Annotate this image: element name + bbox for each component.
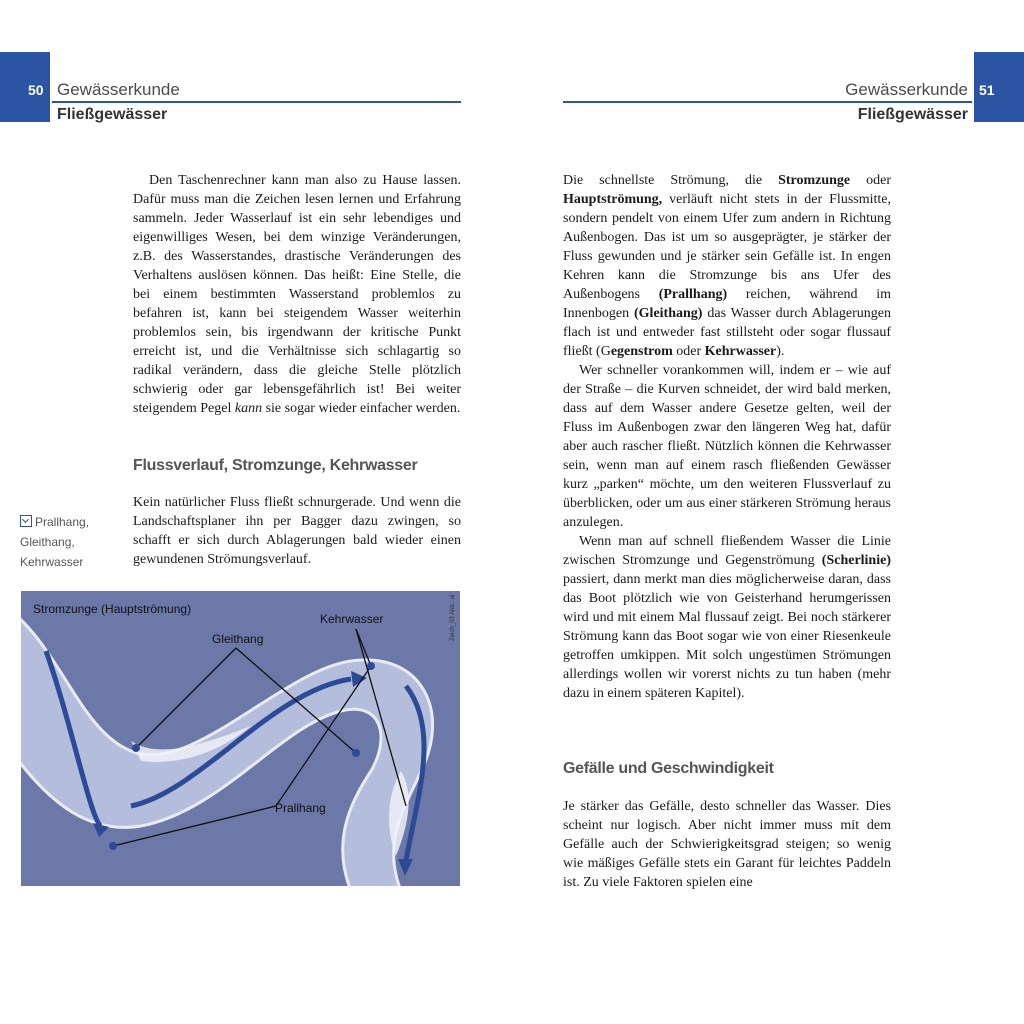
page-number-tab-left (0, 52, 50, 122)
paragraph: Wer schneller vorankommen will, indem er – wie auf der Straße – die Kurven schneidet, der wird bald merken, dass auf dem Wasser andere Gesetze gelten, weil der Fluss im Außenbogen zwar den längeren Weg hat, dafür aber auch rascher fließt. Nützlich können die Kehrwasser sein, wenn man auf einem rasch fließenden Gewässer kurz „parken“ möchte, um den weiteren Flussverlauf zu überblicken, oder um aus einer stärkeren Strömung heraus anzulegen. (563, 363, 891, 530)
text-run: passiert, dann merkt man dies möglicherweise daran, dass das Boot plötzlich wie von Geisterhand herumgerissen wird und mit einem Mal flussauf zeigt. Bei noch stärkerer Strömung kann das Boot sogar wie von einer Riesenkeule getroffen umkippen. Mit solch ungestümen Strömungen allerdings wollen wir vorerst nichts zu tun haben (mehr dazu in einem späteren Kapitel). (563, 572, 891, 701)
text-run: reichen, während im Innenbogen (563, 287, 891, 321)
bold-term: Stromzunge (778, 173, 851, 188)
page-number: 50 (28, 82, 44, 98)
paragraph: Je stärker das Gefälle, desto schneller das Wasser. Dies scheint nur logisch. Aber nicht immer muss mit dem Gefälle auch der Schwierigkeitsgrad steigen; so wenig wie mäßiges Gefälle stets ein Garant für leichtes Paddeln ist. Zu viele Faktoren spielen eine (563, 799, 891, 890)
text-run: das Wasser durch Ablagerungen flach ist und entweder fast stillsteht oder sogar flussauf fließt (G (563, 306, 891, 359)
chapter-title-left: Gewässerkunde (57, 80, 180, 99)
section-title-left: Fließgewässer (57, 106, 168, 123)
margin-note-line: Gleithang, (20, 535, 75, 549)
checkbox-arrow-icon (20, 515, 32, 527)
text-run: verläuft nicht stets in der Flussmitte, sondern pendelt von einem Ufer zum andern in Richtung Außenbogen. Das ist um so ausgeprägter, je stärker der Fluss gewunden und je stärker sein Gefälle ist. In engen Kehren kann die Stromzunge bis ans Ufer des Außenbogens (563, 192, 891, 302)
chapter-title-right: Gewässerkunde (845, 80, 968, 99)
header-rule-right (563, 101, 972, 103)
label-kehrwasser: Kehrwasser (320, 612, 384, 626)
label-prallhang: Prallhang (275, 801, 326, 815)
bold-term: (Prallhang) (658, 287, 728, 302)
text-run: oder (850, 173, 891, 188)
paragraph (133, 171, 461, 418)
margin-note-line: Prallhang, (35, 515, 90, 529)
marker-dot (352, 749, 360, 757)
bold-term: (Gleithang) (634, 306, 703, 321)
body-text-left-2 (133, 493, 461, 569)
page-number: 51 (979, 82, 995, 98)
header-rule-left (52, 101, 461, 103)
text-run: sie sogar wieder einfacher werden. (265, 401, 461, 416)
figure-credit: Zeich_03 Abb.: ai (450, 594, 456, 641)
marker-dot (109, 842, 117, 850)
section-heading-left: Flussverlauf, Stromzunge, Kehrwasser (133, 457, 418, 474)
section-title-right: Fließgewässer (857, 106, 968, 123)
section-heading-right: Gefälle und Geschwindigkeit (563, 760, 774, 777)
margin-note-line: Kehrwasser (20, 555, 84, 569)
paragraph (563, 532, 891, 703)
body-text-right-2 (563, 797, 891, 892)
text-run: Wenn man auf schnell fließendem Wasser die Linie zwischen Stromzunge und Gegenströmung (563, 534, 891, 568)
margin-note (20, 512, 120, 572)
river-diagram-svg (21, 591, 460, 886)
emphasis: kann (234, 401, 263, 416)
bold-term: (Scherlinie) (821, 553, 891, 568)
body-text-left (133, 171, 461, 418)
bold-term: Hauptströmung, (563, 192, 663, 207)
river-diagram (21, 591, 460, 886)
paragraph (563, 171, 891, 361)
bold-term: egenstrom (610, 344, 673, 359)
bold-term: Kehrwasser (704, 344, 777, 359)
page-number-tab-right (974, 52, 1024, 122)
text-run: oder (672, 344, 705, 359)
text-run: Den Taschenrechner kann man also zu Hause lassen. Dafür muss man die Zeichen lesen lernen und Erfahrung sammeln. Jeder Wasserlauf ist ein sehr lebendiges und eigenwilliges Wesen, bei dem winzige Veränderungen, z.B. des Wasserstandes, drastische Veränderungen des Verhaltens auslösen können. Das heißt: Eine Stelle, die bei einem bestimmten Wasserstand problemlos zu befahren ist, kann bei steigendem Wasser weiterhin problemlos sein, bis irgendwann der kritische Punkt erreicht ist, und die Verhältnisse sich schlagartig so radikal verändern, dass die gleiche Stelle plötzlich schwierig oder gar lebensgefährlich ist! Bei weiter steigendem Pegel (133, 173, 461, 416)
marker-dot (132, 744, 140, 752)
text-run: Die schnellste Strömung, die (563, 173, 779, 188)
paragraph: Kein natürlicher Fluss fließt schnurgerade. Und wenn die Landschaftsplaner ihn per Bagger dazu zwingen, so schafft er sich durch Ablagerungen bald wieder einen gewundenen Strömungsverlauf. (133, 495, 461, 567)
label-gleithang: Gleithang (212, 632, 264, 646)
text-run: ). (776, 344, 785, 359)
marker-dot (367, 662, 375, 670)
body-text-right (563, 171, 891, 703)
label-stromzunge: Stromzunge (Hauptströmung) (33, 602, 192, 616)
